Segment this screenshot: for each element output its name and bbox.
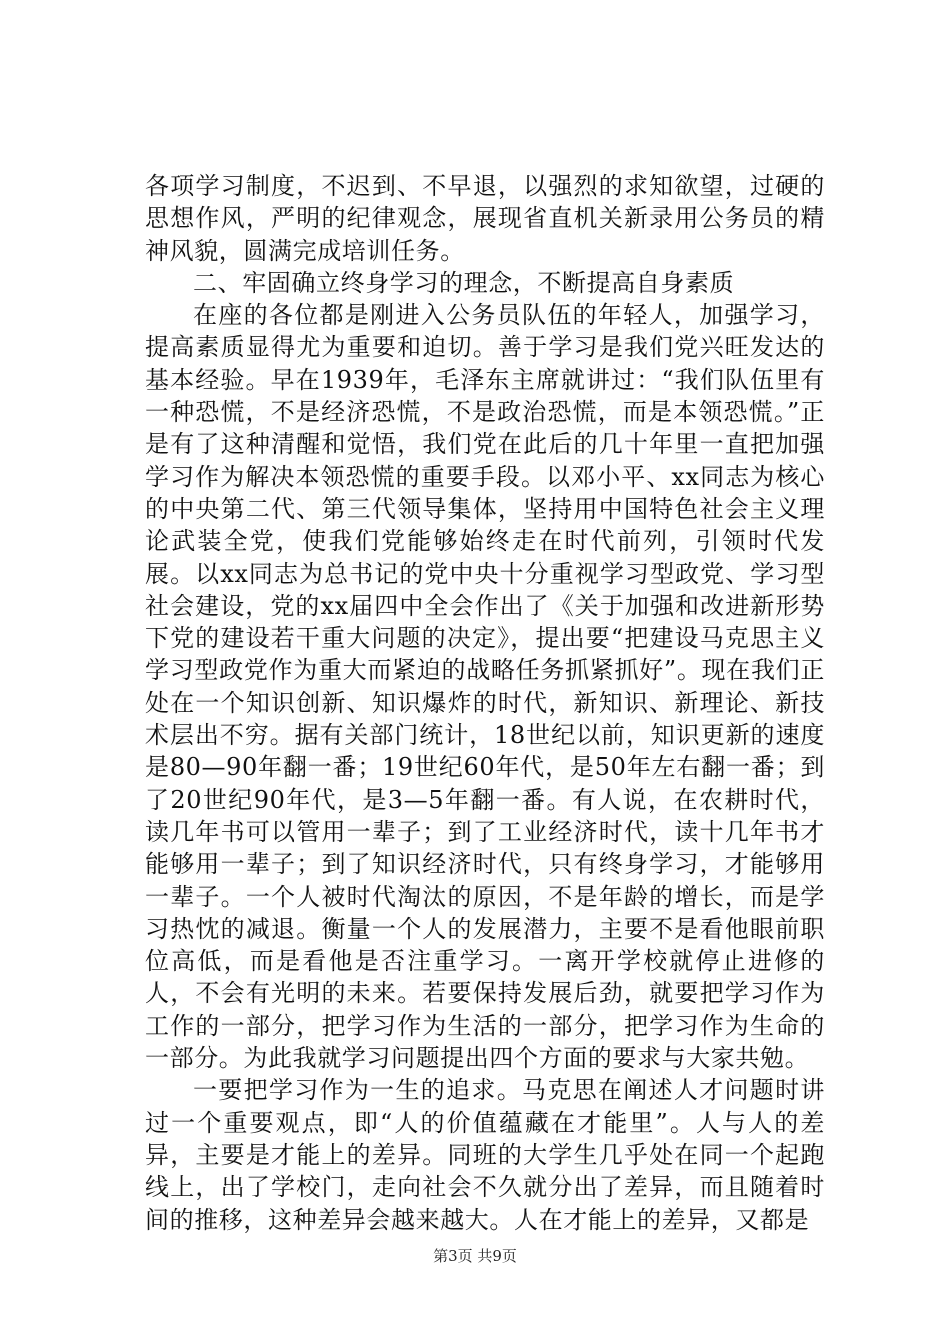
paragraph-continuation: 各项学习制度，不迟到、不早退，以强烈的求知欲望，过硬的思想作风，严明的纪律观念，展现省直机关新录用公务员的精神风貌，圆满完成培训任务。: [145, 172, 825, 265]
paragraph-first-requirement: 一要把学习作为一生的追求。马克思在阐述人才问题时讲过一个重要观点，即“人的价值蕴藏在才能里”。人与人的差异，主要是才能上的差异。同班的大学生几乎处在同一个起跑线上，出了学校门，走向社会不久就分出了差异，而且随着时间的推移，这种差异会越来越大。人在才能上的差异，又都是: [145, 1076, 825, 1234]
section-heading: 二、牢固确立终身学习的理念，不断提高自身素质: [193, 268, 735, 297]
page-number: 第3页 共9页: [433, 1247, 517, 1265]
document-body: [145, 170, 825, 1236]
page-footer: [0, 1246, 950, 1266]
paragraph-lifelong-learning: 在座的各位都是刚进入公务员队伍的年轻人，加强学习，提高素质显得尤为重要和迫切。善于学习是我们党兴旺发达的基本经验。早在1939年，毛泽东主席就讲过：“我们队伍里有一种恐慌，不是经济恐慌，不是政治恐慌，而是本领恐慌。”正是有了这种清醒和觉悟，我们党在此后的几十年里一直把加强学习作为解决本领恐慌的重要手段。以邓小平、xx同志为核心的中央第二代、第三代领导集体，坚持用中国特色社会主义理论武装全党，使我们党能够始终走在时代前列，引领时代发展。以xx同志为总书记的党中央十分重视学习型政党、学习型社会建设，党的xx届四中全会作出了《关于加强和改进新形势下党的建设若干重大问题的决定》，提出要“把建设马克思主义学习型政党作为重大而紧迫的战略任务抓紧抓好”。现在我们正处在一个知识创新、知识爆炸的时代，新知识、新理论、新技术层出不穷。据有关部门统计，18世纪以前，知识更新的速度是80—90年翻一番；19世纪60年代，是50年左右翻一番；到了20世纪90年代，是3—5年翻一番。有人说，在农耕时代，读几年书可以管用一辈子；到了工业经济时代，读十几年书才能够用一辈子；到了知识经济时代，只有终身学习，才能够用一辈子。一个人被时代淘汰的原因，不是年龄的增长，而是学习热忱的减退。衡量一个人的发展潜力，主要不是看他眼前职位高低，而是看他是否注重学习。一离开学校就停止进修的人，不会有光明的未来。若要保持发展后劲，就要把学习作为工作的一部分，把学习作为生活的一部分，把学习作为生命的一部分。为此我就学习问题提出四个方面的要求与大家共勉。: [145, 301, 825, 1073]
